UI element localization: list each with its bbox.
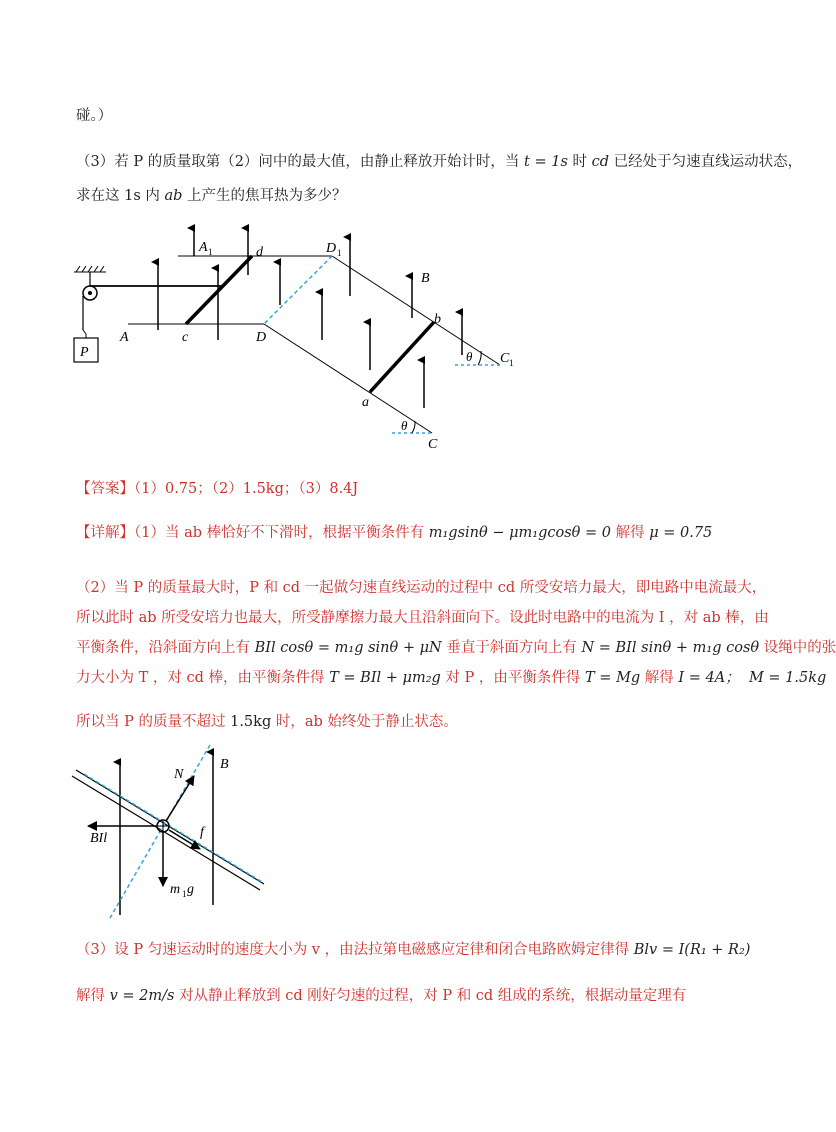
p2-l3-eq1: BIl cosθ = m₁g sinθ + μN	[254, 640, 442, 656]
label-P: P	[80, 345, 89, 360]
label-N: N	[174, 767, 184, 782]
part2-line2: 所以此时 ab 所受安培力也最大，所受静摩擦力最大且沿斜面向下。设此时电路中的电流为 I ，对 ab 棒，由	[76, 610, 769, 626]
q3-line2-a: 求在这 1s 内	[76, 188, 165, 204]
p3-l2-a: 解得	[76, 988, 110, 1004]
detail-p1-text: （1）当 ab 棒恰好不下滑时，根据平衡条件有	[134, 525, 425, 541]
label-a: a	[362, 395, 369, 410]
label-D1-sub: 1	[337, 248, 342, 258]
p2-l5-b: 时，ab 始终处于静止状态。	[271, 714, 458, 730]
p2-l4-eq4: M = 1.5kg	[748, 670, 827, 686]
label-f: f	[200, 825, 204, 840]
p2-l5-val: 1.5kg	[230, 714, 272, 730]
q3-cd: cd	[591, 154, 610, 170]
label-theta2: θ	[401, 418, 408, 433]
p2-l4-c: 解得	[640, 670, 679, 686]
p2-l3-a: 平衡条件，沿斜面方向上有	[76, 640, 255, 656]
label-C1-sub: 1	[509, 358, 514, 368]
q3-line2-b: 上产生的焦耳热为多少？	[182, 188, 347, 204]
p2-l4-a: 力大小为 T ，对 cd 棒，由平衡条件得	[76, 670, 330, 686]
p2-l3-b: 垂直于斜面方向上有	[441, 640, 582, 656]
p2-l4-eq3: I = 4A；	[678, 670, 740, 686]
answer-body: （1）0.75；（2）1.5kg；（3）8.4J	[134, 481, 359, 497]
label-BIl: BIl	[90, 831, 108, 846]
label-C1: C	[500, 351, 510, 366]
p3-l1-eq: Blv = I(R₁ + R₂)	[633, 942, 751, 958]
label-m1g-g: g	[187, 882, 194, 897]
label-A: A	[120, 330, 129, 345]
label-d: d	[256, 245, 263, 260]
detail-tag: 【详解】	[76, 525, 134, 541]
answer-tag: 【答案】	[76, 481, 134, 497]
p3-l2-b: 对从静止释放到 cd 刚好匀速的过程，对 P 和 cd 组成的系统，根据动量定理有	[174, 988, 687, 1004]
detail-p1-eq: m₁gsinθ − μm₁gcosθ = 0	[428, 525, 611, 541]
q3-text-c: 已经处于匀速直线运动状态，	[609, 154, 803, 170]
detail-p1-res: μ = 0.75	[649, 525, 713, 541]
intro-text: 碰。）	[76, 108, 113, 124]
q3-time: t = 1s	[524, 154, 568, 170]
label-m1g: m	[170, 882, 181, 897]
force-f	[169, 830, 200, 849]
label-theta1: θ	[466, 349, 473, 364]
p3-l2-eq: v = 2m/s	[109, 988, 175, 1004]
label-D1: D	[326, 241, 337, 256]
label-B2: B	[220, 757, 229, 772]
p2-l5-a: 所以当 P 的质量不超过	[76, 714, 231, 730]
q3-ab: ab	[164, 188, 183, 204]
q3-text-b: 时	[567, 154, 592, 170]
p2-l4-eq2: T = Mg	[585, 670, 641, 686]
label-A1-sub: 1	[208, 247, 213, 257]
label-D: D	[256, 330, 267, 345]
detail-p1-mid: 解得	[610, 525, 650, 541]
p2-l3-eq2: N = BIl sinθ + m₁g cosθ	[581, 640, 760, 656]
force-N	[166, 776, 194, 821]
p2-l4-eq1: T = BIl + μm₂g	[329, 670, 441, 686]
label-A1: A	[199, 240, 208, 255]
label-c: c	[182, 330, 189, 345]
p3-l1-a: （3）设 P 匀速运动时的速度大小为 v ，由法拉第电磁感应定律和闭合电路欧姆定律得	[76, 942, 634, 958]
label-m1g-sub: 1	[182, 889, 187, 899]
label-b: b	[434, 312, 441, 327]
part2-line1: （2）当 P 的质量最大时，P 和 cd 一起做匀速直线运动的过程中 cd 所受安培力最大，即电路中电流最大，	[76, 580, 767, 596]
p2-l3-c: 设绳中的张	[759, 640, 836, 656]
label-B: B	[421, 271, 430, 286]
q3-text-a: （3）若 P 的质量取第（2）问中的最大值，由静止释放开始计时，当	[76, 154, 525, 170]
part3-line2	[76, 984, 686, 1005]
label-C: C	[428, 437, 438, 452]
p2-l4-b: 对 P ，由平衡条件得	[440, 670, 586, 686]
part3-line1	[76, 938, 750, 959]
